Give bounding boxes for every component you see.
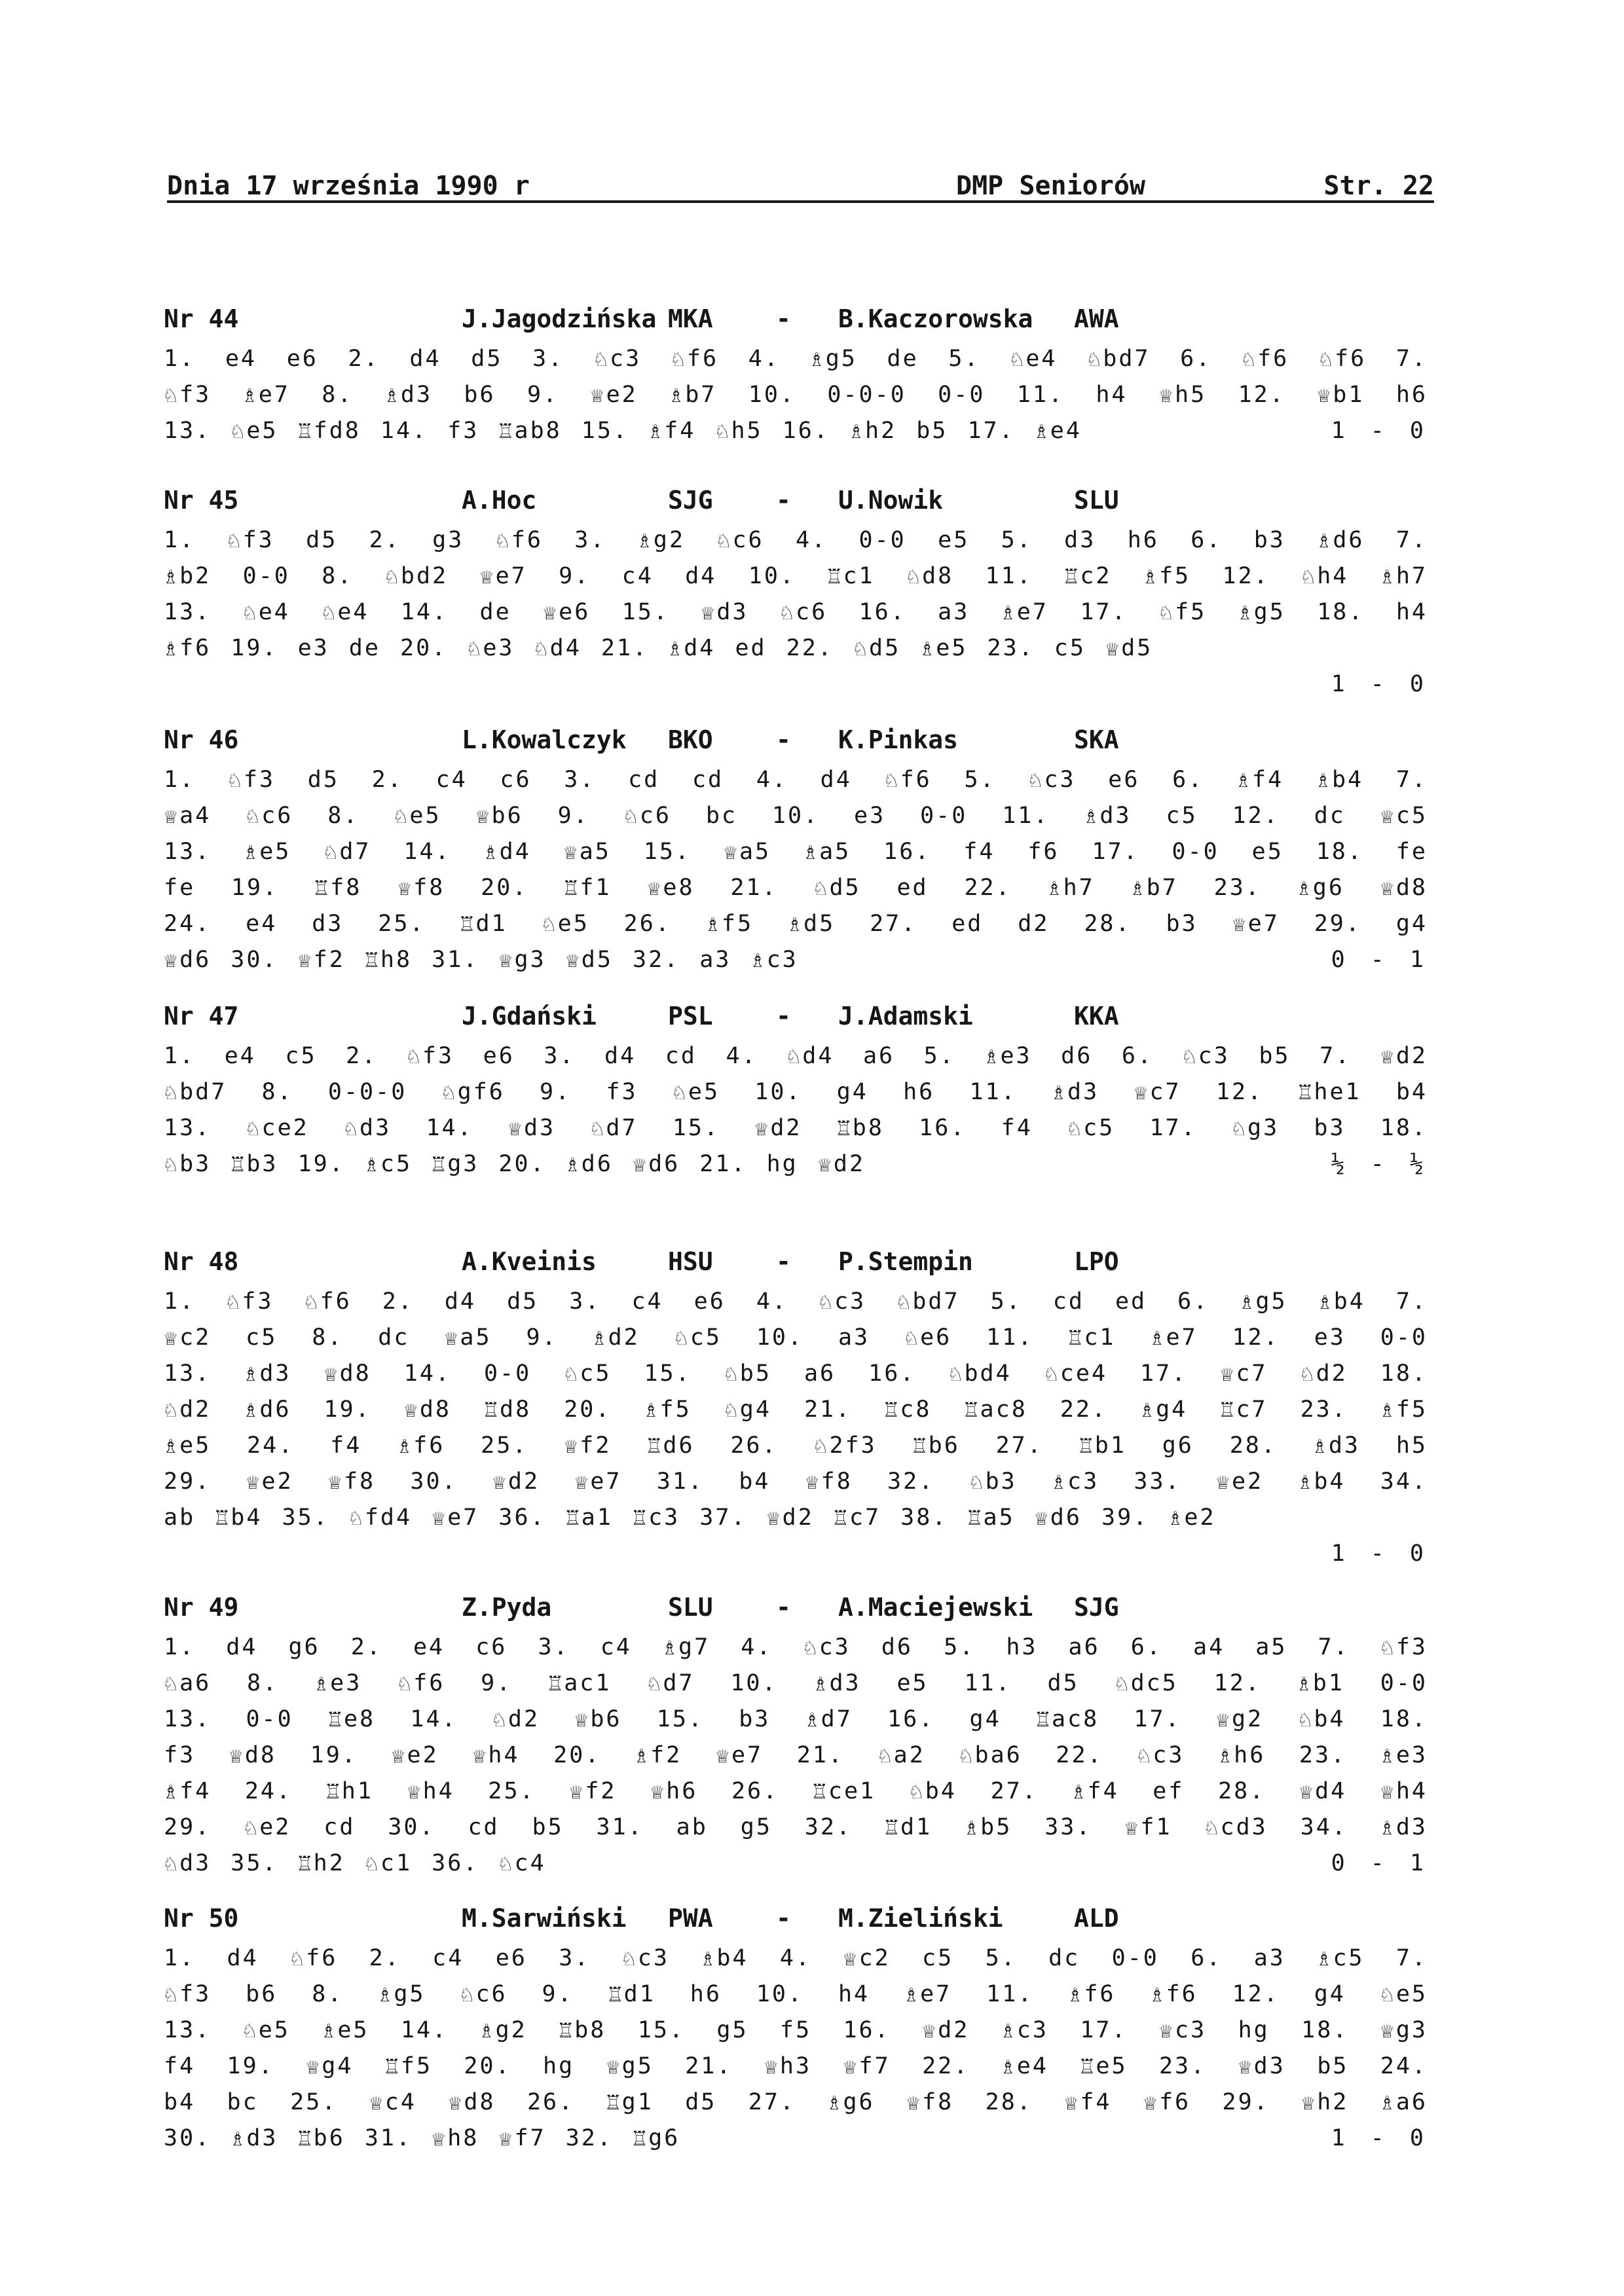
move-text: 24. e4 d3 25. ♖d1 ♘e5 26. ♗f5 ♗d5 27. ed d2 28. b3 ♕e7 29. g4	[164, 911, 1428, 937]
game-number: Nr 49	[164, 1593, 239, 1622]
move-line	[164, 2121, 1428, 2157]
move-list	[164, 1038, 1428, 1182]
game-number: Nr 45	[164, 486, 239, 515]
white-player: Z.Pyda	[462, 1593, 552, 1622]
black-club: ALD	[1074, 1904, 1119, 1933]
move-list	[164, 1941, 1428, 2157]
move-line	[164, 1110, 1428, 1146]
move-text: f3 ♕d8 19. ♕e2 ♕h4 20. ♗f2 ♕e7 21. ♘a2 ♘ba6 22. ♘c3 ♗h6 23. ♗e3	[164, 1742, 1428, 1768]
move-text: ♕c2 c5 8. dc ♕a5 9. ♗d2 ♘c5 10. a3 ♘e6 11. ♖c1 ♗e7 12. e3 0-0	[164, 1324, 1428, 1351]
move-text: ♘d2 ♗d6 19. ♕d8 ♖d8 20. ♗f5 ♘g4 21. ♖c8 ♖ac8 22. ♗g4 ♖c7 23. ♗f5	[164, 1396, 1428, 1423]
black-player: J.Adamski	[838, 1002, 973, 1030]
move-text: fe 19. ♖f8 ♕f8 20. ♖f1 ♕e8 21. ♘d5 ed 22. ♗h7 ♗b7 23. ♗g6 ♕d8	[164, 875, 1428, 901]
move-text: ab ♖b4 35. ♘fd4 ♕e7 36. ♖a1 ♖c3 37. ♕d2 ♖c7 38. ♖a5 ♕d6 39. ♗e2	[164, 1504, 1216, 1531]
move-line	[164, 906, 1428, 942]
header-page-number: Str. 22	[1323, 171, 1434, 201]
black-club: LPO	[1074, 1247, 1119, 1276]
players-separator: -	[776, 1247, 791, 1276]
white-club: MKA	[668, 304, 713, 333]
game-record	[164, 1593, 1428, 1882]
move-line	[164, 1392, 1428, 1428]
move-line	[164, 1284, 1428, 1320]
game-heading	[164, 1247, 1428, 1284]
game-record	[164, 1247, 1428, 1572]
white-player: A.Kveinis	[462, 1247, 597, 1276]
game-heading	[164, 486, 1428, 522]
move-line	[164, 1074, 1428, 1110]
white-player: M.Sarwiński	[462, 1904, 627, 1933]
white-club: PSL	[668, 1002, 713, 1030]
move-line	[164, 1941, 1428, 1977]
players-separator: -	[776, 1904, 791, 1933]
move-line	[164, 1038, 1428, 1074]
players-separator: -	[776, 1002, 791, 1030]
move-text: ♘b3 ♖b3 19. ♗c5 ♖g3 20. ♗d6 ♕d6 21. hg ♕d2	[164, 1151, 866, 1177]
move-text: 13. ♘e5 ♗e5 14. ♗g2 ♖b8 15. g5 f5 16. ♕d2 ♗c3 17. ♕c3 hg 18. ♕g3	[164, 2017, 1428, 2043]
players-separator: -	[776, 304, 791, 333]
move-text: ♘f3 b6 8. ♗g5 ♘c6 9. ♖d1 h6 10. h4 ♗e7 11. ♗f6 ♗f6 12. g4 ♘e5	[164, 1981, 1428, 2007]
game-heading	[164, 1002, 1428, 1038]
game-record	[164, 1002, 1428, 1182]
move-text: 13. ♘ce2 ♘d3 14. ♕d3 ♘d7 15. ♕d2 ♖b8 16. f4 ♘c5 17. ♘g3 b3 18.	[164, 1115, 1428, 1141]
black-player: K.Pinkas	[838, 725, 959, 754]
black-club: SLU	[1074, 486, 1119, 515]
players-separator: -	[776, 486, 791, 515]
move-text: 1. e4 c5 2. ♘f3 e6 3. d4 cd 4. ♘d4 a6 5. ♗e3 d6 6. ♘c3 b5 7. ♕d2	[164, 1043, 1428, 1069]
move-text: 1. e4 e6 2. d4 d5 3. ♘c3 ♘f6 4. ♗g5 de 5. ♘e4 ♘bd7 6. ♘f6 ♘f6 7.	[164, 346, 1428, 372]
black-player: M.Zieliński	[838, 1904, 1003, 1933]
move-line	[164, 2013, 1428, 2049]
move-line	[164, 1977, 1428, 2013]
game-record	[164, 1904, 1428, 2157]
game-result: 1 - 0	[1331, 671, 1428, 697]
move-text: ♘d3 35. ♖h2 ♘c1 36. ♘c4	[164, 1850, 546, 1876]
game-number: Nr 46	[164, 725, 239, 754]
black-player: A.Maciejewski	[838, 1593, 1033, 1622]
black-club: SKA	[1074, 725, 1119, 754]
move-line	[164, 2049, 1428, 2085]
white-club: HSU	[668, 1247, 713, 1276]
move-text: ♗b2 0-0 8. ♘bd2 ♕e7 9. c4 d4 10. ♖c1 ♘d8 11. ♖c2 ♗f5 12. ♘h4 ♗h7	[164, 563, 1428, 589]
move-text: 13. ♗d3 ♕d8 14. 0-0 ♘c5 15. ♘b5 a6 16. ♘bd4 ♘ce4 17. ♕c7 ♘d2 18.	[164, 1360, 1428, 1387]
header-date: Dnia 17 września 1990 r	[167, 171, 530, 201]
move-text: b4 bc 25. ♕c4 ♕d8 26. ♖g1 d5 27. ♗g6 ♕f8 28. ♕f4 ♕f6 29. ♕h2 ♗a6	[164, 2089, 1428, 2115]
move-list	[164, 341, 1428, 449]
game-heading	[164, 1904, 1428, 1941]
move-line	[164, 1428, 1428, 1464]
move-text: ♗f6 19. e3 de 20. ♘e3 ♘d4 21. ♗d4 ed 22. ♘d5 ♗e5 23. c5 ♕d5	[164, 635, 1153, 661]
white-club: SLU	[668, 1593, 713, 1622]
move-line	[164, 1810, 1428, 1846]
game-heading	[164, 304, 1428, 341]
move-text: 13. ♗e5 ♘d7 14. ♗d4 ♕a5 15. ♕a5 ♗a5 16. f4 f6 17. 0-0 e5 18. fe	[164, 839, 1428, 865]
game-record	[164, 725, 1428, 978]
move-text: 1. ♘f3 d5 2. c4 c6 3. cd cd 4. d4 ♘f6 5. ♘c3 e6 6. ♗f4 ♗b4 7.	[164, 767, 1428, 793]
move-line	[164, 377, 1428, 413]
move-list	[164, 1284, 1428, 1572]
move-text: 1. ♘f3 ♘f6 2. d4 d5 3. c4 e6 4. ♘c3 ♘bd7 5. cd ed 6. ♗g5 ♗b4 7.	[164, 1288, 1428, 1315]
move-line	[164, 1702, 1428, 1738]
white-club: PWA	[668, 1904, 713, 1933]
move-text: 13. ♘e4 ♘e4 14. de ♕e6 15. ♕d3 ♘c6 16. a3 ♗e7 17. ♘f5 ♗g5 18. h4	[164, 599, 1428, 625]
move-text: ♘f3 ♗e7 8. ♗d3 b6 9. ♕e2 ♗b7 10. 0-0-0 0-0 11. h4 ♕h5 12. ♕b1 h6	[164, 382, 1428, 408]
page-header	[167, 172, 1434, 203]
move-line	[164, 870, 1428, 906]
game-result: ½ - ½	[1331, 1151, 1428, 1177]
white-club: SJG	[668, 486, 713, 515]
move-line	[164, 798, 1428, 834]
move-text: 13. 0-0 ♖e8 14. ♘d2 ♕b6 15. b3 ♗d7 16. g4 ♖ac8 17. ♕g2 ♘b4 18.	[164, 1706, 1428, 1732]
game-number: Nr 44	[164, 304, 239, 333]
move-text: ♗f4 24. ♖h1 ♕h4 25. ♕f2 ♕h6 26. ♖ce1 ♘b4 27. ♗f4 ef 28. ♕d4 ♕h4	[164, 1778, 1428, 1804]
white-player: A.Hoc	[462, 486, 537, 515]
move-line	[164, 1464, 1428, 1500]
move-line	[164, 1666, 1428, 1702]
move-line	[164, 594, 1428, 630]
move-text: 29. ♘e2 cd 30. cd b5 31. ab g5 32. ♖d1 ♗b5 33. ♕f1 ♘cd3 34. ♗d3	[164, 1814, 1428, 1840]
black-club: SJG	[1074, 1593, 1119, 1622]
move-line	[164, 558, 1428, 594]
move-text: f4 19. ♕g4 ♖f5 20. hg ♕g5 21. ♕h3 ♕f7 22. ♗e4 ♖e5 23. ♕d3 b5 24.	[164, 2053, 1428, 2079]
header-event: DMP Seniorów	[956, 171, 1145, 201]
move-text: 13. ♘e5 ♖fd8 14. f3 ♖ab8 15. ♗f4 ♘h5 16. ♗h2 b5 17. ♗e4	[164, 418, 1082, 444]
move-text: ♗e5 24. f4 ♗f6 25. ♕f2 ♖d6 26. ♘2f3 ♖b6 27. ♖b1 g6 28. ♗d3 h5	[164, 1432, 1428, 1459]
move-text: 1. d4 ♘f6 2. c4 e6 3. ♘c3 ♗b4 4. ♕c2 c5 5. dc 0-0 6. a3 ♗c5 7.	[164, 1945, 1428, 1971]
move-line	[164, 1500, 1428, 1536]
white-club: BKO	[668, 725, 713, 754]
game-number: Nr 47	[164, 1002, 239, 1030]
move-text: ♘bd7 8. 0-0-0 ♘gf6 9. f3 ♘e5 10. g4 h6 11. ♗d3 ♕c7 12. ♖he1 b4	[164, 1079, 1428, 1105]
players-separator: -	[776, 725, 791, 754]
black-club: AWA	[1074, 304, 1119, 333]
game-number: Nr 50	[164, 1904, 239, 1933]
move-line	[164, 522, 1428, 558]
white-player: L.Kowalczyk	[462, 725, 627, 754]
move-list	[164, 1630, 1428, 1882]
move-line	[164, 1320, 1428, 1356]
game-result: 0 - 1	[1331, 947, 1428, 973]
game-heading	[164, 725, 1428, 762]
move-line	[164, 834, 1428, 870]
game-result: 1 - 0	[1331, 2125, 1428, 2151]
move-text: ♕a4 ♘c6 8. ♘e5 ♕b6 9. ♘c6 bc 10. e3 0-0 11. ♗d3 c5 12. dc ♕c5	[164, 803, 1428, 829]
move-line	[164, 341, 1428, 377]
game-record	[164, 304, 1428, 449]
black-player: P.Stempin	[838, 1247, 973, 1276]
move-line	[164, 942, 1428, 978]
move-line	[164, 1630, 1428, 1666]
game-result: 0 - 1	[1331, 1850, 1428, 1876]
move-text: ♕d6 30. ♕f2 ♖h8 31. ♕g3 ♕d5 32. a3 ♗c3	[164, 947, 798, 973]
white-player: J.Jagodzińska	[462, 304, 657, 333]
game-number: Nr 48	[164, 1247, 239, 1276]
move-text: 30. ♗d3 ♖b6 31. ♕h8 ♕f7 32. ♖g6	[164, 2125, 680, 2151]
move-list	[164, 522, 1428, 702]
move-text: 29. ♕e2 ♕f8 30. ♕d2 ♕e7 31. b4 ♕f8 32. ♘b3 ♗c3 33. ♕e2 ♗b4 34.	[164, 1468, 1428, 1495]
game-result: 1 - 0	[1331, 1540, 1428, 1567]
white-player: J.Gdański	[462, 1002, 597, 1030]
move-text: ♘a6 8. ♗e3 ♘f6 9. ♖ac1 ♘d7 10. ♗d3 e5 11. d5 ♘dc5 12. ♗b1 0-0	[164, 1670, 1428, 1696]
game-heading	[164, 1593, 1428, 1630]
move-line	[164, 762, 1428, 798]
move-text: 1. ♘f3 d5 2. g3 ♘f6 3. ♗g2 ♘c6 4. 0-0 e5 5. d3 h6 6. b3 ♗d6 7.	[164, 527, 1428, 553]
black-player: U.Nowik	[838, 486, 944, 515]
players-separator: -	[776, 1593, 791, 1622]
move-line	[164, 1846, 1428, 1882]
game-result: 1 - 0	[1331, 418, 1428, 444]
move-line	[164, 2085, 1428, 2121]
move-text: 1. d4 g6 2. e4 c6 3. c4 ♗g7 4. ♘c3 d6 5. h3 a6 6. a4 a5 7. ♘f3	[164, 1634, 1428, 1660]
move-list	[164, 762, 1428, 978]
move-line	[164, 413, 1428, 449]
move-line	[164, 1774, 1428, 1810]
game-record	[164, 486, 1428, 702]
black-club: KKA	[1074, 1002, 1119, 1030]
move-line	[164, 1146, 1428, 1182]
move-line	[164, 1356, 1428, 1392]
move-line	[164, 1738, 1428, 1774]
move-line	[164, 630, 1428, 666]
black-player: B.Kaczorowska	[838, 304, 1033, 333]
